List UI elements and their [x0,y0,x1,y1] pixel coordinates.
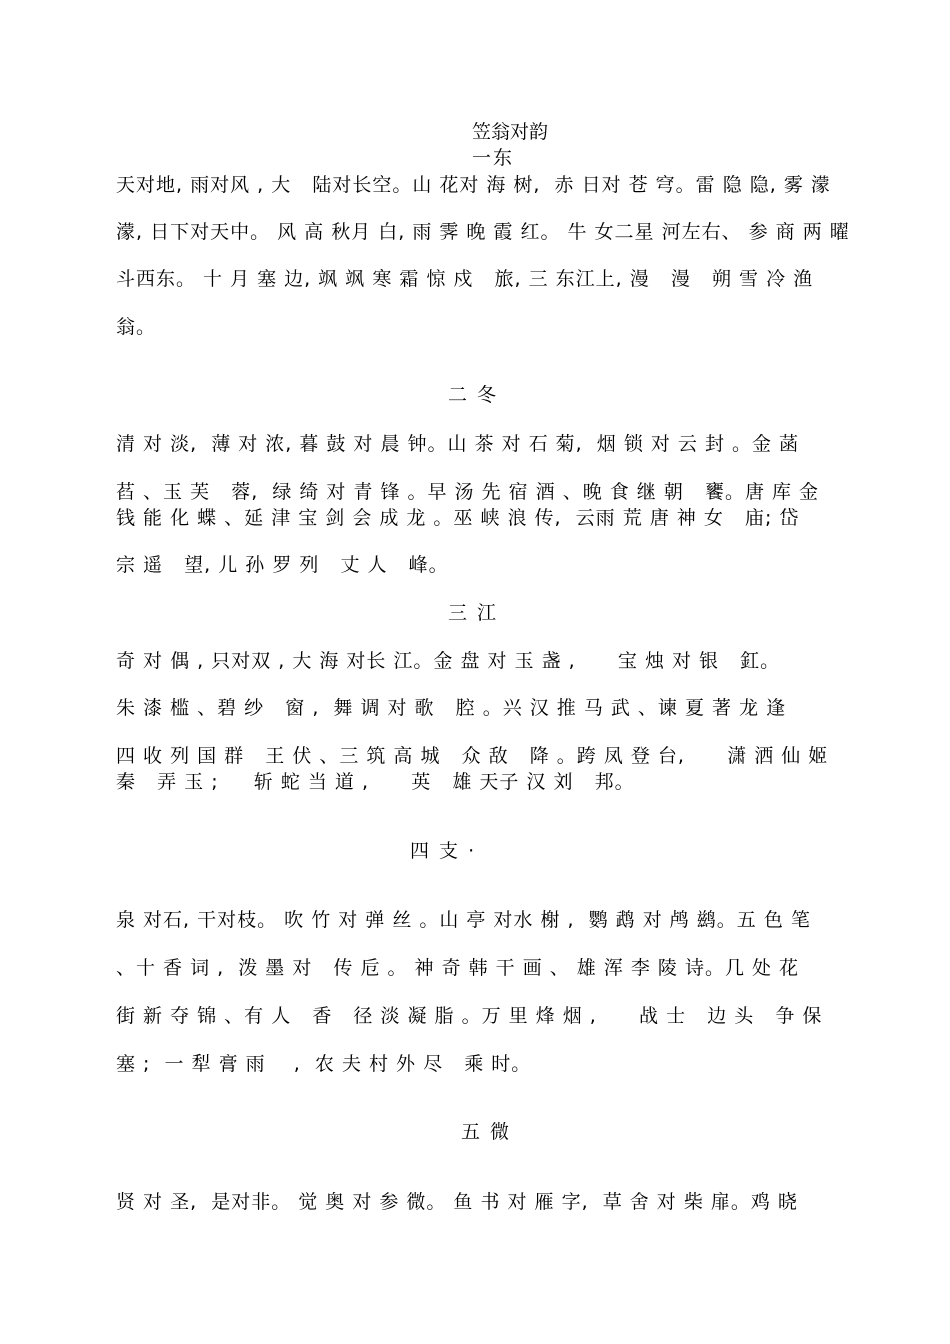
text-line: 、十 香 词 , 泼 墨 对 传 卮 。 神 奇 韩 干 画 、 雄 浑 李 陵 诗。几 处 花 [116,957,800,979]
text-line: 濛, 日下对天中。 风 高 秋月 白, 雨 霁 晚 霞 红。 牛 女二星 河左右、 参 商 两 曜 [116,221,850,243]
text-line: 清 对 淡, 薄 对 浓, 暮 鼓 对 晨 钟。山 茶 对 石 菊, 烟 锁 对 云 封 。金 菡 [116,433,800,455]
text-line: 四 收 列 国 群 王 伏 、三 筑 高 城 众 敌 降 。跨 凤 登 台, 潇 洒 仙 姬 [116,745,829,767]
text-line: 萏 、玉 芙 蓉, 绿 绮 对 青 锋 。早 汤 先 宿 酒 、晚 食 继 朝 饔。唐 库 金 [116,481,820,503]
section-heading-wei: 五 微 [461,1121,512,1143]
section-heading-zhi: 四 支 · [410,840,477,862]
text-line: 奇 对 偶 , 只对双 , 大 海 对长 江。金 盘 对 玉 盏 , 宝 烛 对 银 釭。 [116,650,781,672]
text-line: 朱 漆 槛 、碧 纱 窗 , 舞 调 对 歌 腔 。兴 汉 推 马 武 、谏 夏 著 龙 逢 [116,697,787,719]
text-line: 斗西东。 十 月 塞 边, 飒 飒 寒 霜 惊 戍 旅, 三 东江上, 漫 漫 朔 雪 冷 渔 [116,268,814,290]
text-line: 秦 弄 玉 ; 斩 蛇 当 道 , 英 雄 天子 汉 刘 邦。 [116,771,635,793]
text-line: 翁。 [116,316,157,338]
section-heading-dong: 一东 [472,147,515,169]
text-line: 塞 ; 一 犁 膏 雨 , 农 夫 村 外 尽 乘 时。 [116,1053,532,1075]
section-heading-jiang: 三 江 [448,602,499,624]
section-heading-dong2: 二 冬 [448,384,499,406]
text-line: 泉 对石, 干对枝。 吹 竹 对 弹 丝 。山 亭 对水 榭 , 鹦 鹉 对 鸬 鹚。五 色 笔 [116,909,811,931]
document-title: 笠翁对韵 [472,121,549,143]
text-line: 宗 遥 望, 儿 孙 罗 列 丈 人 峰。 [116,554,449,576]
text-line: 街 新 夺 锦 、有 人 香 径 淡 凝 脂 。万 里 烽 烟 , 战 士 边 头 争 保 [116,1005,823,1027]
text-line: 钱 能 化 蝶 、延 津 宝 剑 会 成 龙 。巫 峡 浪 传, 云雨 荒 唐 神 女 庙; 岱 [116,507,800,529]
text-line: 贤 对 圣, 是对非。 觉 奥 对 参 微。 鱼 书 对 雁 字, 草 舍 对 柴 扉。鸡 晓 [116,1191,798,1213]
text-line: 天对地, 雨对风 , 大 陆对长空。山 花对 海 树, 赤 日对 苍 穹。雷 隐 隐, 雾 濛 [116,174,831,196]
